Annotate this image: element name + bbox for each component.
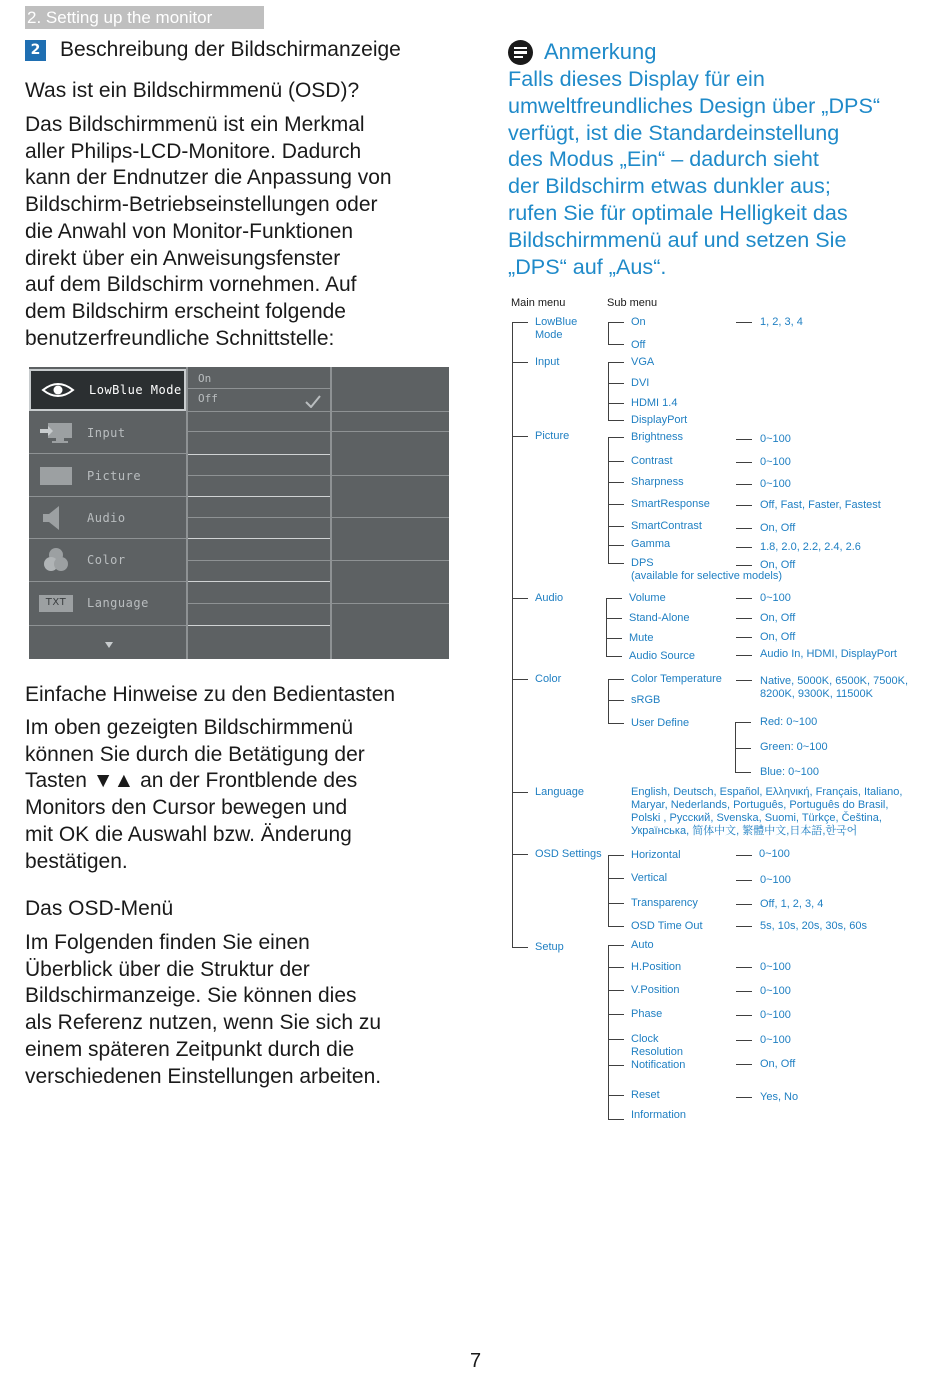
tree-line [736, 528, 752, 529]
sub-mute: Mute [629, 632, 654, 644]
osd-item-label: Picture [87, 469, 142, 483]
sub-gamma: Gamma [631, 538, 671, 550]
sub-hdmi: HDMI 1.4 [631, 397, 678, 409]
chapter-header: 2. Setting up the monitor [25, 6, 264, 29]
sub-standalone: Stand-Alone [629, 612, 690, 624]
tree-line [608, 1039, 624, 1040]
main-audio: Audio [535, 592, 564, 604]
text-line: Im oben gezeigten Bildschirmmenü [25, 716, 354, 739]
val-volume: 0~100 [760, 592, 791, 604]
tree-line [608, 878, 624, 879]
val-brightness: 0~100 [760, 433, 791, 445]
val-gamma: 1.8, 2.0, 2.2, 2.4, 2.6 [760, 541, 861, 553]
tree-line [608, 945, 609, 1120]
tree-line [608, 526, 624, 527]
text-line: umweltfreundliches Design über „DPS“ [508, 92, 881, 118]
tree-line [736, 680, 752, 681]
sub-vertical: Vertical [631, 872, 668, 884]
val-horizontal: 0~100 [759, 848, 790, 860]
sub-contrast: Contrast [631, 455, 673, 467]
note-title: Anmerkung [544, 39, 657, 64]
main-color: Color [535, 673, 562, 685]
sub-vposition: V.Position [631, 984, 680, 996]
tree-line [736, 505, 752, 506]
tree-line [606, 656, 622, 657]
tree-line [608, 461, 624, 462]
tree-line [736, 637, 752, 638]
tree-line [606, 598, 607, 656]
text-line: des Modus „Ein“ – dadurch sieht [508, 146, 819, 172]
tree-line [606, 618, 622, 619]
section-number-badge: 2 [25, 40, 46, 61]
tree-line [608, 903, 624, 904]
tree-line [735, 722, 751, 723]
tree-line [512, 436, 528, 437]
text-line: Falls dieses Display für ein [508, 66, 765, 91]
osd-sub-off[interactable]: Off [198, 392, 218, 405]
val-clock: 0~100 [760, 1034, 791, 1046]
text-line: Überblick über die Struktur der [25, 957, 310, 981]
text-line: bestätigen. [25, 849, 128, 873]
tree-line [608, 926, 624, 927]
val-smartcontrast: On, Off [760, 522, 796, 534]
tree-line [608, 545, 624, 546]
tree-line [606, 638, 622, 639]
tree-line [608, 723, 624, 724]
main-language: Language [535, 786, 584, 798]
text-line: die Anwahl von Monitor-Funktionen [25, 219, 354, 243]
tree-line [736, 1040, 752, 1041]
tree-line [608, 362, 609, 420]
val-contrast: 0~100 [760, 456, 791, 468]
tree-line [735, 772, 751, 773]
tree-line [512, 679, 528, 680]
tree-line [736, 880, 752, 881]
tree-line [736, 618, 752, 619]
tree-line [608, 855, 624, 856]
osd-item-label: Input [87, 426, 126, 440]
sub-smartresponse: SmartResponse [631, 498, 710, 510]
val-vposition: 0~100 [760, 985, 791, 997]
sub-osd-timeout: OSD Time Out [631, 920, 703, 932]
sub-reset: Reset [631, 1089, 660, 1101]
val-vertical: 0~100 [760, 874, 791, 886]
tree-line [608, 403, 624, 404]
tree-line [608, 700, 624, 701]
tree-line [608, 322, 624, 323]
tree-line [736, 547, 752, 548]
tree-line [608, 967, 624, 968]
tree-line [736, 655, 752, 656]
text-line: der Bildschirm etwas dunkler aus; [508, 173, 831, 199]
text-line: kann der Endnutzer die Anpassung von [25, 166, 392, 190]
tree-line [608, 855, 609, 926]
tree-line [736, 565, 752, 566]
tree-line [736, 967, 752, 968]
sub-lowblue-off: Off [631, 339, 646, 351]
sub-smartcontrast: SmartContrast [631, 520, 702, 532]
text-line: Monitors den Cursor bewegen und [25, 796, 348, 820]
text-line: Bildschirm-Betriebseinstellungen oder [25, 193, 378, 217]
tree-line [512, 362, 528, 363]
tree-line [608, 437, 624, 438]
text-line: Bildschirmanzeige. Sie können dies [25, 984, 357, 1008]
text-line: mit OK die Auswahl bzw. Änderung [25, 822, 352, 846]
sub-hposition: H.Position [631, 961, 682, 973]
section-title-text: Beschreibung der Bildschirmanzeige [60, 38, 401, 61]
text-line: verschiedenen Einstellungen arbeiten. [25, 1064, 382, 1088]
sub-lowblue-on: On [631, 316, 646, 328]
tree-line [608, 945, 624, 946]
text-line: benutzerfreundliche Schnittstelle: [25, 326, 335, 350]
tree-line [608, 563, 624, 564]
tree-line [608, 1014, 624, 1015]
val-mute: On, Off [760, 631, 796, 643]
tree-line [512, 947, 528, 948]
sub-vga: VGA [631, 356, 655, 368]
tree-line [736, 484, 752, 485]
text-line: direkt über ein Anweisungsfenster [25, 246, 341, 270]
sub-dps: DPS [631, 557, 654, 569]
sub-information: Information [631, 1109, 687, 1121]
text-line: Das Bildschirmmenü ist ein Merkmal [25, 113, 365, 136]
val-red: Red: 0~100 [760, 716, 818, 728]
val-sharpness: 0~100 [760, 478, 791, 490]
tree-line [606, 598, 622, 599]
tree-line [608, 679, 609, 723]
tree-line [512, 792, 528, 793]
text-line: aller Philips-LCD-Monitore. Dadurch [25, 139, 362, 163]
val-audio-source: Audio In, HDMI, DisplayPort [760, 648, 897, 660]
tree-line [512, 322, 528, 323]
sub-dvi: DVI [631, 377, 650, 389]
tree-line [608, 420, 624, 421]
tree-line [608, 344, 624, 345]
text-line: Bildschirmmenü auf und setzen Sie [508, 226, 847, 252]
tree-line [735, 722, 736, 772]
tree-line [736, 991, 752, 992]
tree-line [608, 322, 609, 344]
tree-line [736, 462, 752, 463]
text-line: Im Folgenden finden Sie einen [25, 931, 310, 954]
txt-icon-label: TXT [45, 597, 67, 608]
osd-sub-on[interactable]: On [198, 372, 212, 385]
tree-line [736, 926, 752, 927]
tree-line [736, 598, 752, 599]
tree-line [608, 1119, 624, 1120]
tree-line [608, 482, 624, 483]
text-line: können Sie durch die Betätigung der [25, 742, 365, 766]
sub-volume: Volume [629, 592, 666, 604]
tree-line [736, 1064, 752, 1065]
tree-line [608, 504, 624, 505]
keys-heading: Einfache Hinweise zu den Bedientasten [25, 683, 396, 706]
sub-color-temperature: Color Temperature [631, 673, 722, 685]
tree-line [736, 322, 752, 323]
sub-user-define: User Define [631, 717, 690, 729]
sub-menu-column-header: Sub menu [607, 297, 658, 309]
osd-item-label: LowBlue Mode [89, 383, 182, 397]
sub-transparency: Transparency [631, 897, 698, 909]
osd-item-label: Color [87, 553, 126, 567]
main-input: Input [535, 356, 560, 368]
osd-item-label: Audio [87, 511, 126, 525]
osd-menu-heading: Das OSD-Menü [25, 897, 174, 920]
sub-auto: Auto [631, 939, 654, 951]
tree-line [608, 1095, 624, 1096]
val-blue: Blue: 0~100 [760, 766, 820, 778]
val-color-temperature: Native, 5000K, 6500K, 7500K, 8200K, 9300K, 11500K [760, 675, 908, 700]
sub-phase: Phase [631, 1008, 663, 1020]
text-line: Tasten ▼▲ an der Frontblende des [25, 769, 358, 793]
main-osd-settings: OSD Settings [535, 848, 602, 860]
sub-clock: Clock [631, 1033, 659, 1045]
page-number: 7 [470, 1350, 482, 1372]
sub-srgb: sRGB [631, 694, 661, 706]
osd-item-label: Language [87, 596, 149, 610]
val-lowblue-levels: 1, 2, 3, 4 [760, 316, 803, 328]
val-osd-timeout: 5s, 10s, 20s, 30s, 60s [760, 920, 868, 932]
main-lowblue-mode: LowBlue Mode [535, 316, 578, 341]
sub-displayport: DisplayPort [631, 414, 688, 426]
tree-line [608, 1065, 624, 1066]
tree-line [608, 362, 624, 363]
text-line: verfügt, ist die Standardeinstellung [508, 119, 840, 145]
main-setup: Setup [535, 941, 564, 953]
val-smartresponse: Off, Fast, Faster, Fastest [760, 499, 881, 511]
val-languages: English, Deutsch, Español, Ελληνική, Français, Italiano, Maryar, Nederlands, Português, Português do Brasil, Polski , Русский, Svenska, Suomi, Türkçe, Čeština, Українська, 简体中文, 繁體中文,日本語,한국어 [631, 786, 903, 837]
text-line: als Referenz nutzen, wenn Sie sich zu [25, 1011, 382, 1035]
tree-line [512, 598, 528, 599]
sub-brightness: Brightness [631, 431, 683, 443]
val-green: Green: 0~100 [760, 741, 828, 753]
osd-question-heading: Was ist ein Bildschirmmenü (OSD)? [25, 79, 360, 102]
tree-line [608, 990, 624, 991]
sub-audio-source: Audio Source [629, 650, 696, 662]
val-transparency: Off, 1, 2, 3, 4 [760, 898, 824, 910]
val-reset: Yes, No [760, 1091, 799, 1103]
tree-line [736, 855, 752, 856]
val-standalone: On, Off [760, 612, 796, 624]
text-line: „DPS“ auf „Aus“. [508, 253, 667, 279]
tree-line [736, 439, 752, 440]
tree-line [735, 748, 751, 749]
sub-resolution-notification: Resolution Notification [631, 1046, 686, 1071]
main-menu-column-header: Main menu [511, 297, 566, 309]
sub-sharpness: Sharpness [631, 476, 684, 488]
tree-line [736, 1097, 752, 1098]
sub-dps-note: (available for selective models) [631, 570, 783, 582]
tree-line [736, 904, 752, 905]
text-line: rufen Sie für optimale Helligkeit das [508, 199, 848, 225]
val-dps: On, Off [760, 559, 796, 571]
text-line: dem Bildschirm erscheint folgende [25, 299, 346, 323]
val-resolution-notification: On, Off [760, 1058, 796, 1070]
tree-line [736, 1015, 752, 1016]
sub-horizontal: Horizontal [631, 849, 681, 861]
text-line: einem späteren Zeitpunkt durch die [25, 1037, 355, 1061]
text-line: auf dem Bildschirm vornehmen. Auf [25, 273, 357, 297]
main-picture: Picture [535, 430, 570, 442]
val-phase: 0~100 [760, 1009, 791, 1021]
tree-line [608, 679, 624, 680]
tree-line [608, 383, 624, 384]
val-hposition: 0~100 [760, 961, 791, 973]
tree-line [512, 854, 528, 855]
